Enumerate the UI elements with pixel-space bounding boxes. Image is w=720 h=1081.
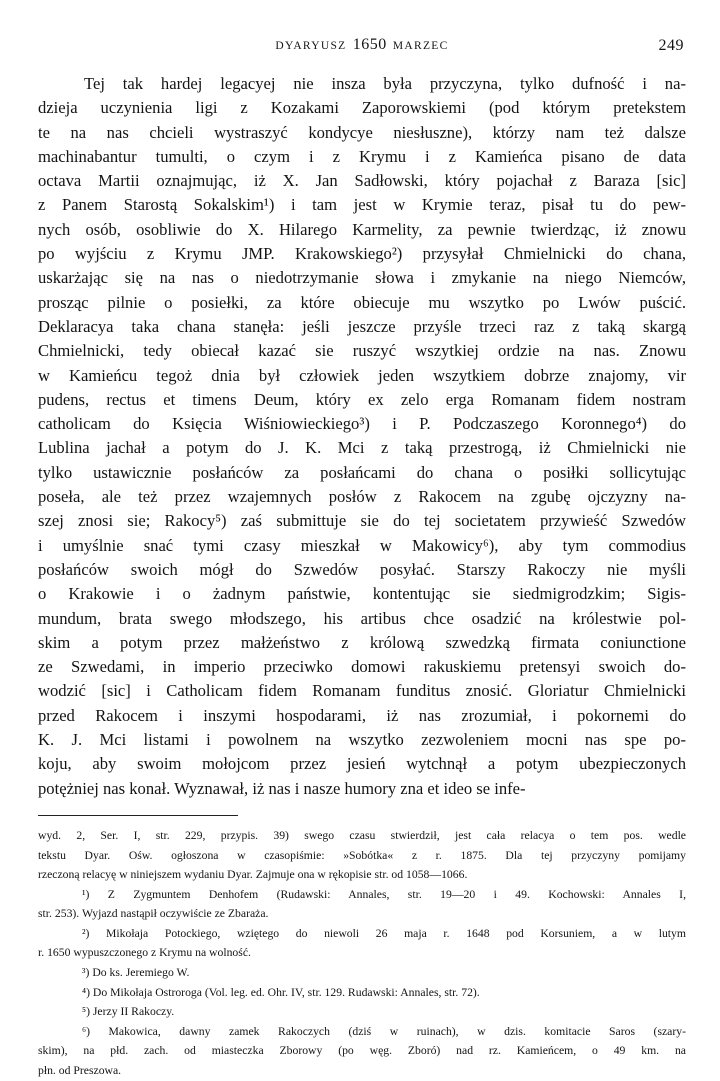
- footnote-line: ²) Mikołaja Potockiego, wziętego do niewoli 26 maja r. 1648 pod Korsuniem, a w lutym: [82, 926, 686, 940]
- footnote-line: wyd. 2, Ser. I, str. 229, przypis. 39) swego czasu stwierdził, jest cała relacya o tem pos. wedle: [38, 828, 686, 842]
- body-text: [38, 72, 686, 801]
- footnote-line: ⁶) Makowica, dawny zamek Rakoczych (dziś w ruinach), w dzis. komitacie Saros (szary-: [82, 1024, 686, 1038]
- footnote-line: tekstu Dyar. Ośw. ogłoszona w czasopiśmie: »Sobótka« z r. 1875. Dla tej przyczyny pomijamy: [38, 848, 686, 862]
- body-line: skim a potym przez małżeństwo z królową szwedzką firmata coniunctione: [38, 632, 686, 652]
- body-line: octava Martii oznajmując, iż X. Jan Sadłowski, który pojachał z Baraza [sic]: [38, 171, 686, 191]
- body-line: przed Rakocem i inszymi hospodarami, iż nas zrozumiał, i pokornemi do: [38, 705, 686, 725]
- footnote-line: ³) Do ks. Jeremiego W.: [82, 966, 190, 980]
- body-line: uskarżając się na nas o niedotrzymanie słowa i zmykanie na niego Niemców,: [38, 268, 686, 288]
- body-line: catholicam do Księcia Wiśniowieckiego³) i P. Podczaszego Koronnego⁴) do: [38, 414, 686, 434]
- book-page: [38, 30, 686, 1078]
- body-line: Lublina jachał a potym do J. K. Mci z taką przestrogą, iż Chmielnicki nie: [38, 438, 686, 458]
- body-line: nych osób, osobliwie do X. Hilarego Karmelity, za pewnie twierdząc, iż znowu: [38, 219, 686, 239]
- body-line: z Panem Starostą Sokalskim¹) i tam jest w Krymie teraz, pisał tu do pew-: [38, 195, 686, 215]
- body-line: o Krakowie i o żadnym państwie, kontentując sie siedmigrodzkim; Sigis-: [38, 584, 686, 604]
- body-line: posłańców swoich mógł do Szwedów posyłać. Starszy Rakoczy nie myśli: [38, 559, 686, 579]
- body-line: w Kamieńcu tegoż dnia był człowiek jeden wszytkiem dobrze znajomy, vir: [38, 365, 686, 385]
- footnote-line: skim), na płd. zach. od miasteczka Zborowy (po węg. Zboró) nad rz. Kamieńcem, o 49 km. na: [38, 1044, 686, 1058]
- body-line: K. J. Mci listami i powolnem na wszytko zezwoleniem mocni nas spe po-: [38, 730, 686, 750]
- page-number: 249: [658, 37, 684, 54]
- footnote-line: ⁴) Do Mikołaja Ostroroga (Vol. leg. ed. Ohr. IV, str. 129. Rudawski: Annales, str. 72).: [82, 985, 480, 999]
- footnote-line: r. 1650 wypuszczonego z Krymu na wolność.: [38, 946, 251, 960]
- running-header: [38, 30, 686, 60]
- header-year: 1650: [352, 36, 387, 53]
- body-line: wodzić [sic] i Catholicam fidem Romanam funditus znosić. Gloriatur Chmielnicki: [38, 681, 686, 701]
- footnote-divider: [38, 815, 238, 816]
- footnote-line: ⁵) Jerzy II Rakoczy.: [82, 1005, 175, 1019]
- footnote-line: płn. od Preszowa.: [38, 1064, 122, 1078]
- body-line: pudens, rectus et timens Deum, który ex zelo erga Romanam fidem nostram: [38, 389, 686, 409]
- footnote-line: rzeczoną relacyę w niniejszem wydaniu Dyar. Zajmuje ona w rękopisie str. od 1058—1066.: [38, 868, 468, 882]
- header-month: MARZEC: [392, 40, 449, 52]
- body-line: po wyjściu z Krymu JMP. Krakowskiego²) przysyłał Chmielnicki do chana,: [38, 244, 686, 264]
- body-line: ze Szwedami, in imperio przeciwko domowi rakuskiemu pretensyi swoich do-: [38, 657, 686, 677]
- body-line: Chmielnicki, tedy obiecał kazać sie ruszyć wszytkiej ordzie na nas. Znowu: [38, 341, 686, 361]
- footnotes: [38, 826, 686, 1081]
- body-line: Deklaracya taka chana stanęła: jeśli jeszcze przyśle trzeci raz z taką skargą: [38, 316, 686, 336]
- body-line: szej znosi sie; Rakocy⁵) zaś submittuje sie do tej societatem przywieść Szwedów: [38, 511, 686, 531]
- header-title: DYARYUSZ: [275, 40, 347, 52]
- body-line: Tej tak hardej legacyej nie insza była przyczyna, tylko dufność i na-: [84, 74, 686, 93]
- body-line: te na nas chcieli wystraszyć kondycye niesłuszne), którzy nam też dalsze: [38, 122, 686, 142]
- body-line: i umyślnie snać tymi czasy mieszkał w Makowicy⁶), aby tym commodius: [38, 535, 686, 555]
- footnote-line: ¹) Z Zygmuntem Denhofem (Rudawski: Annales, str. 19—20 i 49. Kochowski: Annales I,: [82, 887, 686, 901]
- footnote-line: str. 253). Wyjazd nastąpił oczywiście ze Zbaraża.: [38, 907, 269, 921]
- body-line: tylko ustawicznie posłańców za posłańcami do chana o posiłki sollicytując: [38, 462, 686, 482]
- body-line: potężniej nas konał. Wyznawał, iż nas i nasze humory zna et ideo se infe-: [38, 778, 526, 798]
- body-line: dzieja uczynienia ligi z Kozakami Zaporowskiemi (pod którym pretekstem: [38, 98, 686, 118]
- body-line: mundum, brata swego młodszego, his artibus chce osadzić na królestwie pol-: [38, 608, 686, 628]
- body-line: prosząc pilnie o posiełki, za które obiecuje mu wszytko po Lwów puścić.: [38, 292, 686, 312]
- body-line: posełа, ale też przez wzajemnych posłów z Rakocem na zgubę ojczyzny na-: [38, 487, 686, 507]
- body-line: machinabantur tumulti, o czym i z Krymu i z Kamieńca pisano de data: [38, 146, 686, 166]
- body-line: koju, aby swoim mołojcom przez jesień wytchnął a potym ubezpieczonych: [38, 754, 686, 774]
